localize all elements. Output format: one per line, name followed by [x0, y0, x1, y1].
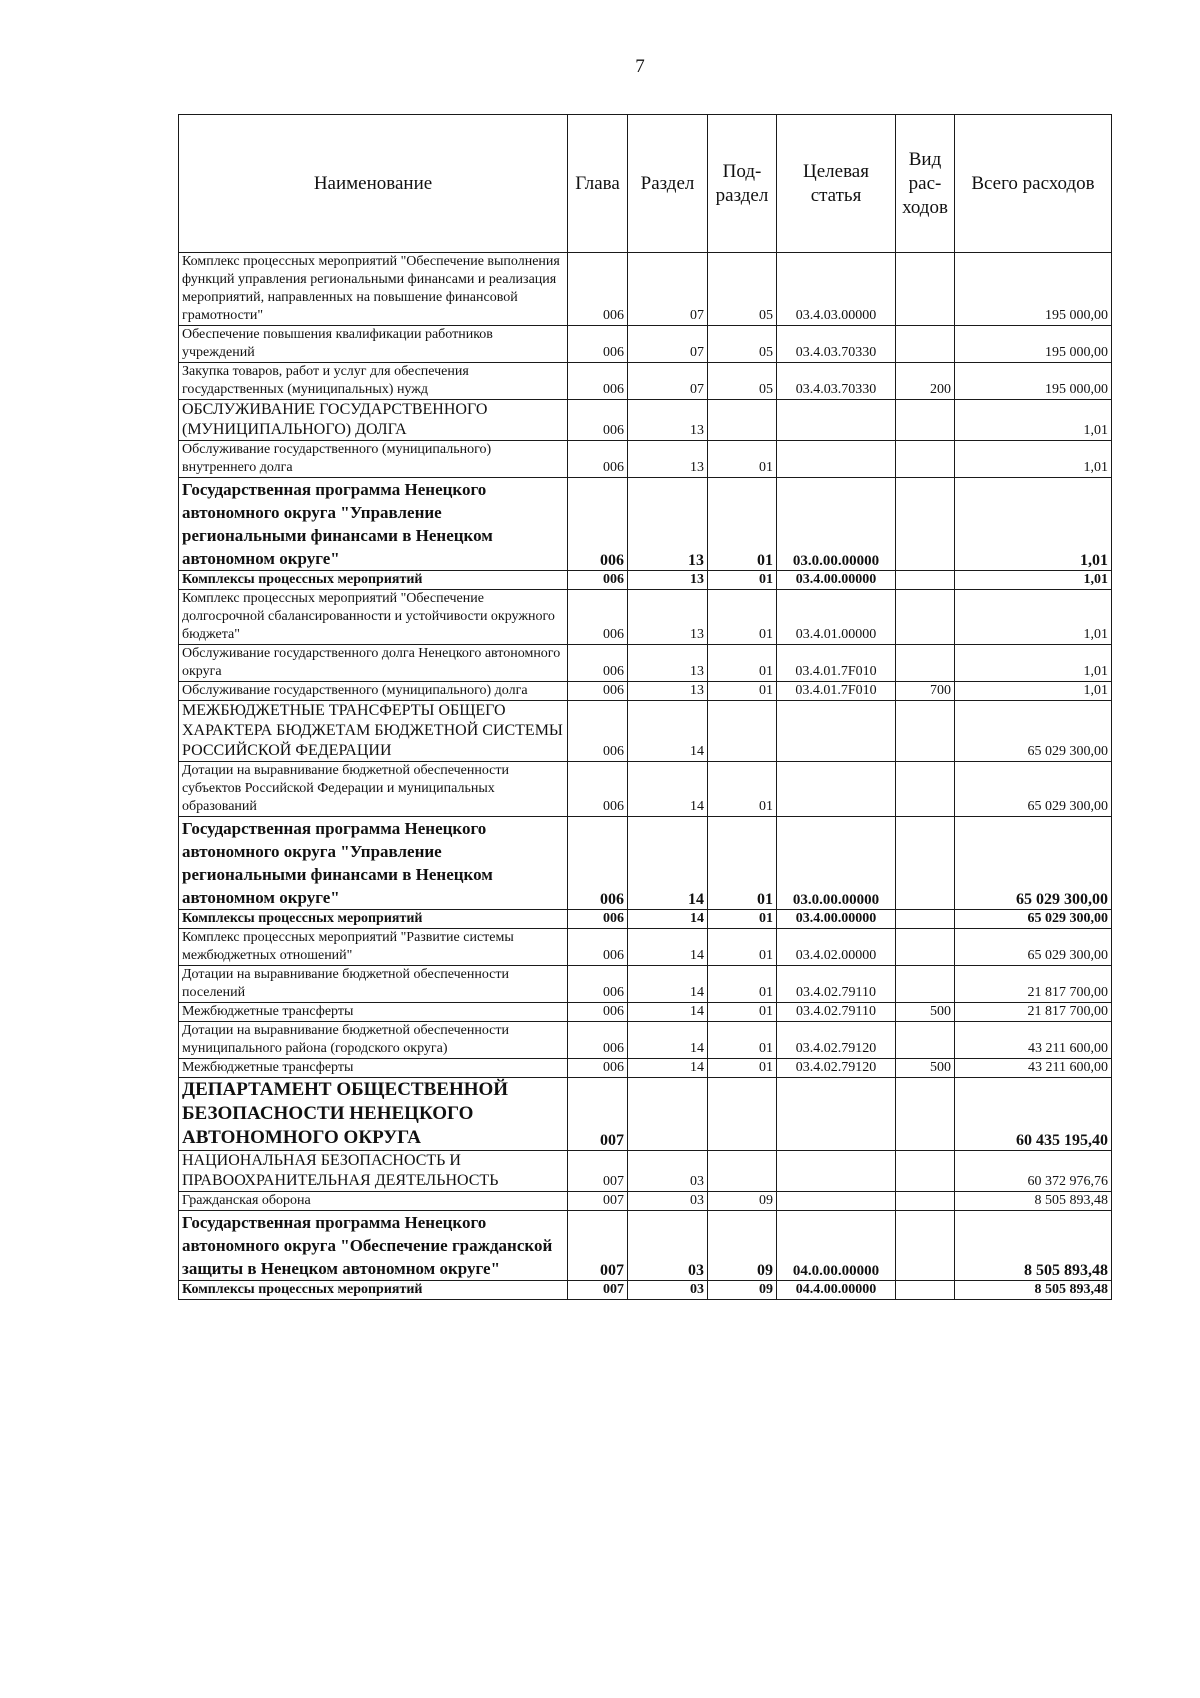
row-total: 65 029 300,00	[955, 929, 1112, 966]
row-subsection: 01	[708, 571, 777, 590]
row-chapter: 006	[568, 966, 628, 1003]
row-total: 8 505 893,48	[955, 1281, 1112, 1300]
row-chapter: 007	[568, 1281, 628, 1300]
row-chapter: 006	[568, 701, 628, 762]
row-target	[777, 400, 896, 441]
row-target: 03.4.03.70330	[777, 326, 896, 363]
row-total: 60 372 976,76	[955, 1151, 1112, 1192]
row-target: 03.4.02.79110	[777, 1003, 896, 1022]
row-chapter: 006	[568, 910, 628, 929]
row-name: Комплексы процессных мероприятий	[179, 1281, 568, 1300]
table-row	[179, 1281, 1112, 1300]
row-target: 04.0.00.00000	[777, 1211, 896, 1281]
row-subsection: 01	[708, 1003, 777, 1022]
table-row	[179, 1192, 1112, 1211]
row-chapter: 006	[568, 400, 628, 441]
row-subsection	[708, 1078, 777, 1151]
row-section: 14	[628, 701, 708, 762]
row-name: Дотации на выравнивание бюджетной обеспеченности субъектов Российской Федерации и муниципальных образований	[179, 762, 568, 817]
row-section: 14	[628, 910, 708, 929]
row-subsection: 01	[708, 478, 777, 571]
row-expense-type	[896, 1078, 955, 1151]
row-total: 21 817 700,00	[955, 1003, 1112, 1022]
row-section: 13	[628, 441, 708, 478]
row-section: 03	[628, 1281, 708, 1300]
row-name: ДЕПАРТАМЕНТ ОБЩЕСТВЕННОЙ БЕЗОПАСНОСТИ НЕНЕЦКОГО АВТОНОМНОГО ОКРУГА	[179, 1078, 568, 1151]
row-chapter: 006	[568, 682, 628, 701]
row-section: 13	[628, 645, 708, 682]
row-target: 03.4.02.79120	[777, 1059, 896, 1078]
row-section: 07	[628, 326, 708, 363]
table-row	[179, 571, 1112, 590]
row-target	[777, 762, 896, 817]
row-expense-type	[896, 590, 955, 645]
row-chapter: 007	[568, 1211, 628, 1281]
row-section: 07	[628, 363, 708, 400]
row-subsection: 05	[708, 253, 777, 326]
row-target: 03.4.03.70330	[777, 363, 896, 400]
row-section: 07	[628, 253, 708, 326]
row-section: 13	[628, 571, 708, 590]
row-target: 04.4.00.00000	[777, 1281, 896, 1300]
table-row	[179, 910, 1112, 929]
row-target	[777, 1192, 896, 1211]
table-row	[179, 1003, 1112, 1022]
row-name: Обслуживание государственного долга Ненецкого автономного округа	[179, 645, 568, 682]
row-target: 03.0.00.00000	[777, 817, 896, 910]
row-total: 1,01	[955, 645, 1112, 682]
row-target: 03.4.00.00000	[777, 571, 896, 590]
row-section: 14	[628, 1022, 708, 1059]
table-row	[179, 253, 1112, 326]
table-row	[179, 441, 1112, 478]
row-subsection: 01	[708, 682, 777, 701]
row-expense-type	[896, 817, 955, 910]
row-section: 13	[628, 682, 708, 701]
row-name: Комплекс процессных мероприятий "Обеспечение долгосрочной сбалансированности и устойчивости окружного бюджета"	[179, 590, 568, 645]
header-row	[179, 115, 1112, 253]
row-total: 8 505 893,48	[955, 1192, 1112, 1211]
row-name: Гражданская оборона	[179, 1192, 568, 1211]
row-expense-type	[896, 929, 955, 966]
table-row	[179, 363, 1112, 400]
row-total: 65 029 300,00	[955, 910, 1112, 929]
header-chapter: Глава	[568, 115, 628, 253]
row-name: Закупка товаров, работ и услуг для обеспечения государственных (муниципальных) нужд	[179, 363, 568, 400]
row-expense-type: 700	[896, 682, 955, 701]
row-target: 03.4.01.00000	[777, 590, 896, 645]
row-expense-type	[896, 910, 955, 929]
row-expense-type: 500	[896, 1003, 955, 1022]
row-target	[777, 1078, 896, 1151]
row-total: 195 000,00	[955, 326, 1112, 363]
row-chapter: 006	[568, 1022, 628, 1059]
row-name: Государственная программа Ненецкого автономного округа "Управление региональными финансами в Ненецком автономном округе"	[179, 478, 568, 571]
table-row	[179, 682, 1112, 701]
row-chapter: 007	[568, 1078, 628, 1151]
row-chapter: 006	[568, 762, 628, 817]
row-expense-type	[896, 253, 955, 326]
row-name: Комплексы процессных мероприятий	[179, 571, 568, 590]
row-subsection: 01	[708, 590, 777, 645]
row-chapter: 006	[568, 817, 628, 910]
row-subsection: 09	[708, 1192, 777, 1211]
row-subsection: 05	[708, 363, 777, 400]
row-chapter: 006	[568, 1003, 628, 1022]
row-chapter: 006	[568, 441, 628, 478]
row-subsection: 01	[708, 910, 777, 929]
row-total: 195 000,00	[955, 253, 1112, 326]
table-row	[179, 1211, 1112, 1281]
row-subsection	[708, 1151, 777, 1192]
row-expense-type	[896, 400, 955, 441]
row-subsection: 09	[708, 1211, 777, 1281]
table-row	[179, 1022, 1112, 1059]
header-expense-type: Вид рас-ходов	[896, 115, 955, 253]
row-expense-type	[896, 1211, 955, 1281]
row-expense-type	[896, 701, 955, 762]
row-name: Межбюджетные трансферты	[179, 1059, 568, 1078]
row-chapter: 006	[568, 326, 628, 363]
row-target: 03.4.02.79110	[777, 966, 896, 1003]
table-row	[179, 1059, 1112, 1078]
row-expense-type	[896, 762, 955, 817]
row-section: 03	[628, 1151, 708, 1192]
row-target: 03.4.01.7F010	[777, 645, 896, 682]
row-total: 65 029 300,00	[955, 762, 1112, 817]
row-section: 13	[628, 590, 708, 645]
row-name: Комплексы процессных мероприятий	[179, 910, 568, 929]
row-chapter: 007	[568, 1192, 628, 1211]
row-section: 14	[628, 817, 708, 910]
row-subsection: 01	[708, 929, 777, 966]
table-row	[179, 478, 1112, 571]
row-total: 1,01	[955, 590, 1112, 645]
row-total: 60 435 195,40	[955, 1078, 1112, 1151]
row-expense-type	[896, 1022, 955, 1059]
table-row	[179, 929, 1112, 966]
row-chapter: 007	[568, 1151, 628, 1192]
row-target: 03.4.02.00000	[777, 929, 896, 966]
row-section: 13	[628, 400, 708, 441]
row-total: 1,01	[955, 571, 1112, 590]
row-name: Межбюджетные трансферты	[179, 1003, 568, 1022]
row-name: Обеспечение повышения квалификации работников учреждений	[179, 326, 568, 363]
table-row	[179, 817, 1112, 910]
row-total: 195 000,00	[955, 363, 1112, 400]
row-chapter: 006	[568, 1059, 628, 1078]
row-total: 21 817 700,00	[955, 966, 1112, 1003]
row-name: НАЦИОНАЛЬНАЯ БЕЗОПАСНОСТЬ И ПРАВООХРАНИТЕЛЬНАЯ ДЕЯТЕЛЬНОСТЬ	[179, 1151, 568, 1192]
row-subsection	[708, 400, 777, 441]
row-name: Комплекс процессных мероприятий "Обеспечение выполнения функций управления региональными финансами и реализация мероприятий, направленных на повышение финансовой грамотности"	[179, 253, 568, 326]
row-chapter: 006	[568, 590, 628, 645]
row-target: 03.4.03.00000	[777, 253, 896, 326]
row-subsection: 01	[708, 441, 777, 478]
row-name: ОБСЛУЖИВАНИЕ ГОСУДАРСТВЕННОГО (МУНИЦИПАЛЬНОГО) ДОЛГА	[179, 400, 568, 441]
table-row	[179, 1078, 1112, 1151]
table-row	[179, 590, 1112, 645]
page-number: 7	[635, 56, 645, 77]
row-expense-type	[896, 966, 955, 1003]
row-total: 65 029 300,00	[955, 701, 1112, 762]
row-total: 65 029 300,00	[955, 817, 1112, 910]
row-subsection: 05	[708, 326, 777, 363]
row-section: 14	[628, 1003, 708, 1022]
table-row	[179, 1151, 1112, 1192]
row-chapter: 006	[568, 645, 628, 682]
row-target: 03.4.02.79120	[777, 1022, 896, 1059]
row-total: 1,01	[955, 682, 1112, 701]
row-expense-type: 500	[896, 1059, 955, 1078]
row-total: 43 211 600,00	[955, 1059, 1112, 1078]
row-name: Обслуживание государственного (муниципального) долга	[179, 682, 568, 701]
row-expense-type	[896, 1192, 955, 1211]
row-expense-type	[896, 1281, 955, 1300]
row-section	[628, 1078, 708, 1151]
header-name: Наименование	[179, 115, 568, 253]
row-name: Государственная программа Ненецкого автономного округа "Обеспечение гражданской защиты в Ненецком автономном округе"	[179, 1211, 568, 1281]
row-name: МЕЖБЮДЖЕТНЫЕ ТРАНСФЕРТЫ ОБЩЕГО ХАРАКТЕРА БЮДЖЕТАМ БЮДЖЕТНОЙ СИСТЕМЫ РОССИЙСКОЙ ФЕДЕРАЦИИ	[179, 701, 568, 762]
table-row	[179, 701, 1112, 762]
row-subsection: 01	[708, 966, 777, 1003]
row-target: 03.0.00.00000	[777, 478, 896, 571]
row-expense-type	[896, 441, 955, 478]
row-target: 03.4.01.7F010	[777, 682, 896, 701]
header-target: Целевая статья	[777, 115, 896, 253]
row-subsection	[708, 701, 777, 762]
row-target: 03.4.00.00000	[777, 910, 896, 929]
table-row	[179, 326, 1112, 363]
row-target	[777, 701, 896, 762]
table-row	[179, 966, 1112, 1003]
row-expense-type	[896, 645, 955, 682]
row-expense-type	[896, 571, 955, 590]
row-target	[777, 441, 896, 478]
row-subsection: 09	[708, 1281, 777, 1300]
row-subsection: 01	[708, 817, 777, 910]
row-name: Обслуживание государственного (муниципального) внутреннего долга	[179, 441, 568, 478]
row-section: 03	[628, 1211, 708, 1281]
row-total: 43 211 600,00	[955, 1022, 1112, 1059]
row-section: 14	[628, 929, 708, 966]
row-chapter: 006	[568, 253, 628, 326]
budget-table	[178, 114, 1112, 1300]
row-total: 1,01	[955, 441, 1112, 478]
row-expense-type	[896, 326, 955, 363]
row-section: 14	[628, 762, 708, 817]
row-name: Дотации на выравнивание бюджетной обеспеченности муниципального района (городского округа)	[179, 1022, 568, 1059]
row-subsection: 01	[708, 1022, 777, 1059]
row-chapter: 006	[568, 478, 628, 571]
row-section: 14	[628, 1059, 708, 1078]
row-section: 14	[628, 966, 708, 1003]
row-target	[777, 1151, 896, 1192]
header-section: Раздел	[628, 115, 708, 253]
row-subsection: 01	[708, 762, 777, 817]
row-name: Государственная программа Ненецкого автономного округа "Управление региональными финансами в Ненецком автономном округе"	[179, 817, 568, 910]
row-section: 13	[628, 478, 708, 571]
row-expense-type: 200	[896, 363, 955, 400]
header-total: Всего расходов	[955, 115, 1112, 253]
row-expense-type	[896, 1151, 955, 1192]
row-section: 03	[628, 1192, 708, 1211]
row-chapter: 006	[568, 571, 628, 590]
row-name: Дотации на выравнивание бюджетной обеспеченности поселений	[179, 966, 568, 1003]
row-name: Комплекс процессных мероприятий "Развитие системы межбюджетных отношений"	[179, 929, 568, 966]
table-row	[179, 400, 1112, 441]
table-row	[179, 645, 1112, 682]
table-row	[179, 762, 1112, 817]
row-chapter: 006	[568, 929, 628, 966]
row-subsection: 01	[708, 1059, 777, 1078]
row-total: 8 505 893,48	[955, 1211, 1112, 1281]
header-subsection: Под-раздел	[708, 115, 777, 253]
row-expense-type	[896, 478, 955, 571]
row-subsection: 01	[708, 645, 777, 682]
row-chapter: 006	[568, 363, 628, 400]
row-total: 1,01	[955, 478, 1112, 571]
row-total: 1,01	[955, 400, 1112, 441]
